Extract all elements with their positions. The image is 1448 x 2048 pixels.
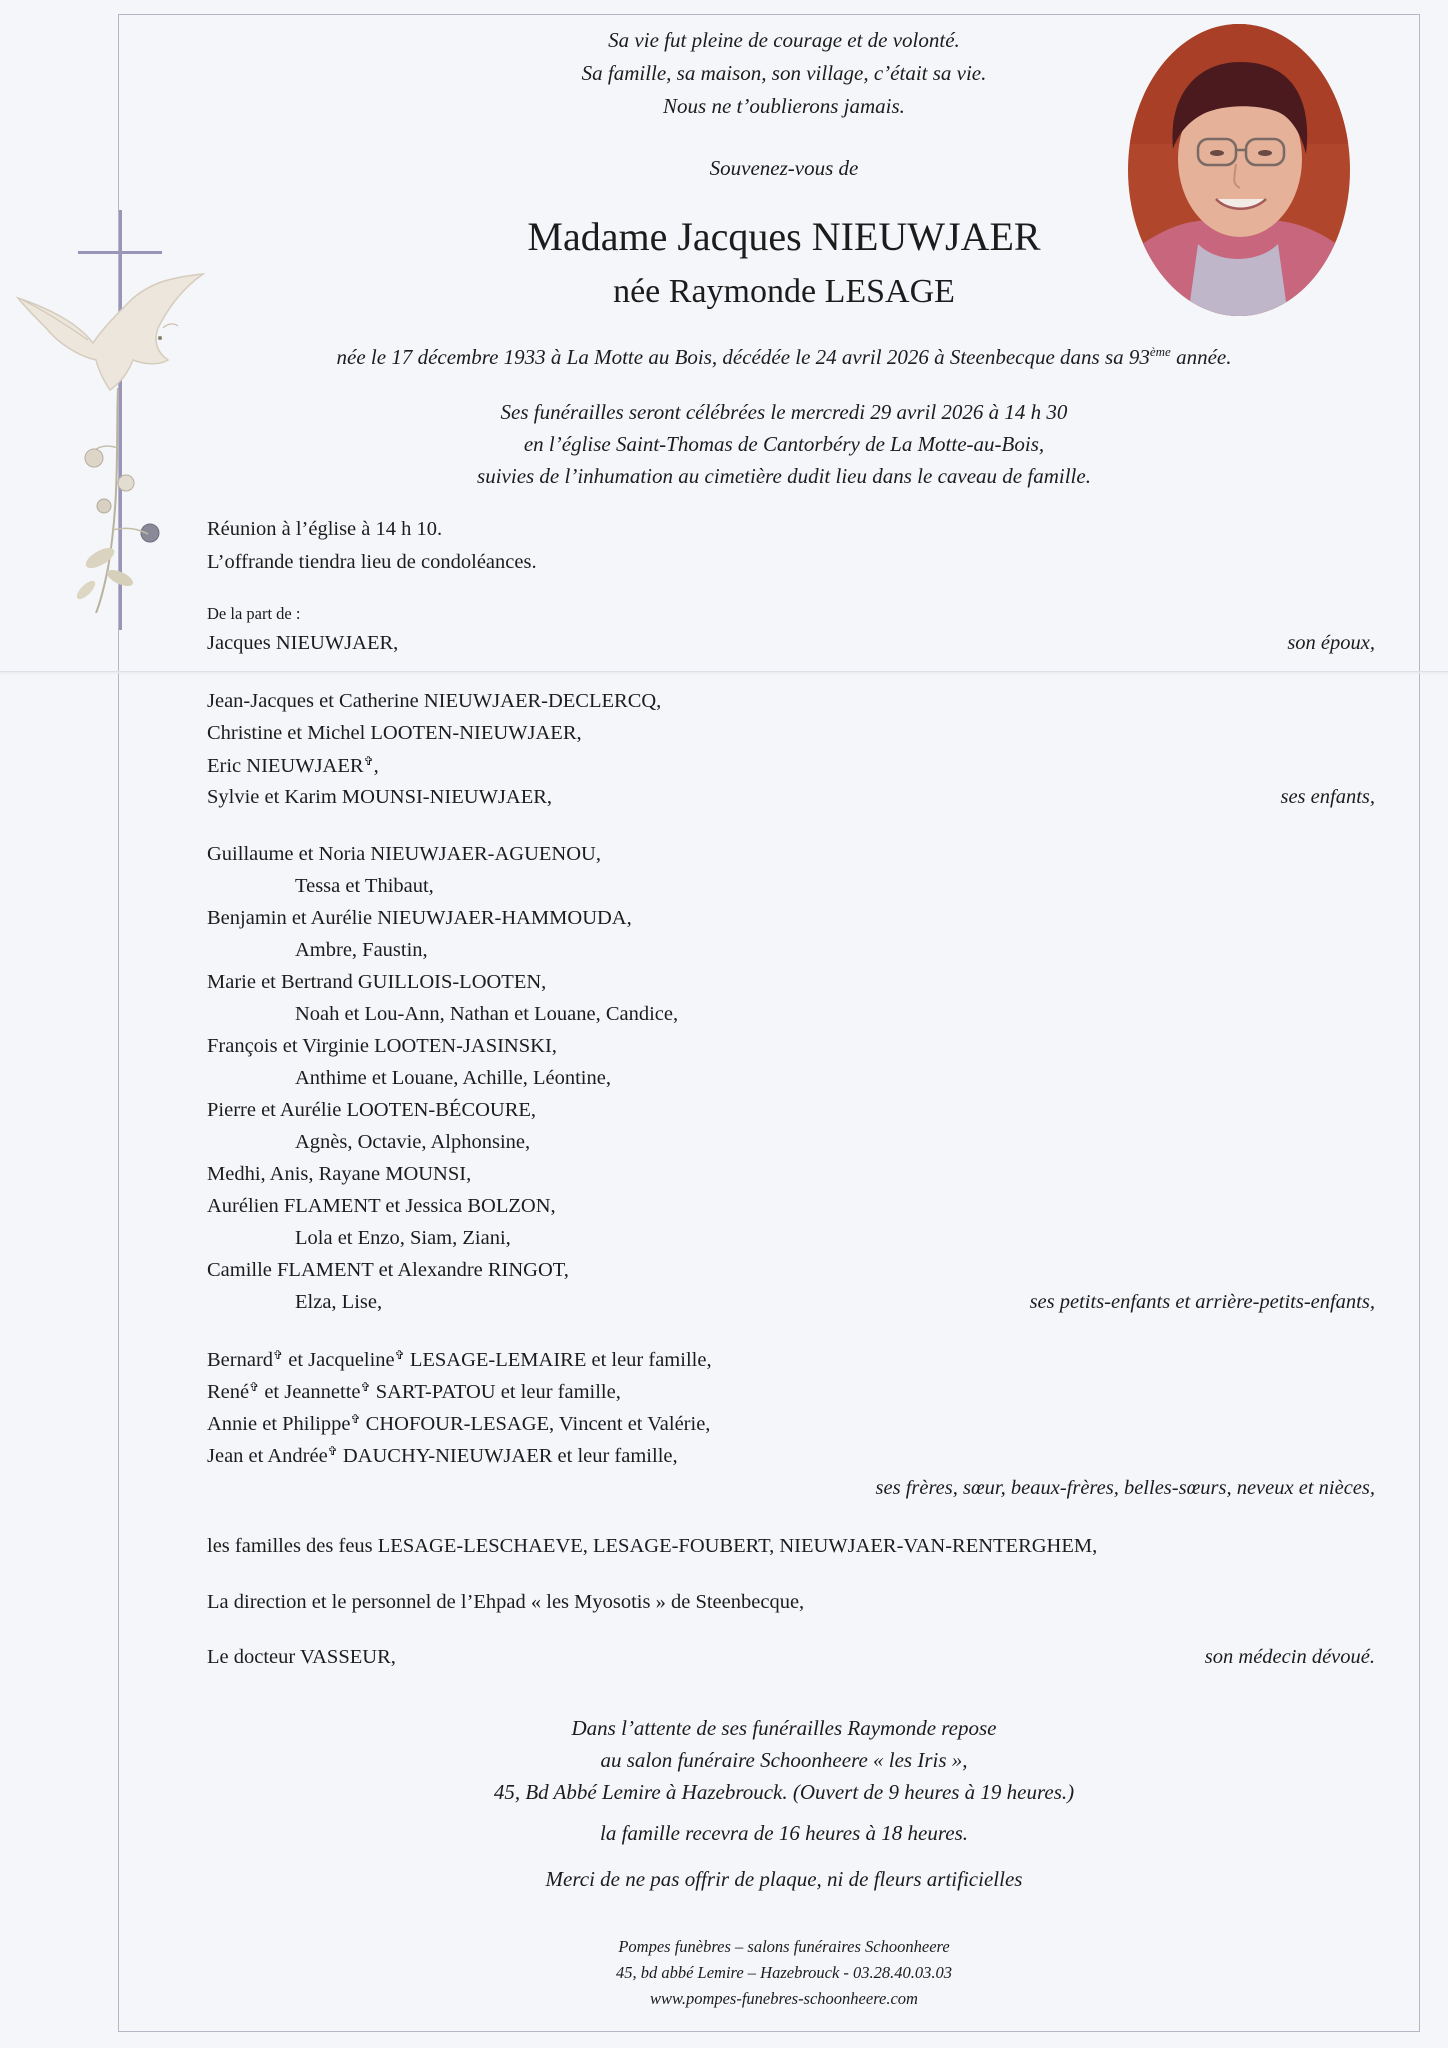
sibling-line: Jean et Andrée✞ DAUCHY-NIEUWJAER et leur famille, — [207, 1444, 678, 1467]
spouse-name: Jacques NIEUWJAER, — [207, 632, 399, 654]
grandchild-line: François et Virginie LOOTEN-JASINSKI, — [207, 1035, 557, 1057]
grandchild-line: Aurélien FLAMENT et Jessica BOLZON, — [207, 1195, 556, 1217]
opening-quote — [150, 24, 1418, 123]
sibling-line: Bernard✞ et Jacqueline✞ LESAGE-LEMAIRE et leur famille, — [207, 1348, 712, 1371]
funeral-line: Ses funérailles seront célébrées le mercredi 29 avril 2026 à 14 h 30 — [500, 400, 1068, 424]
footer-website: www.pompes-funebres-schoonheere.com — [650, 1989, 918, 2008]
repose-line: Dans l’attente de ses funérailles Raymonde repose — [571, 1716, 997, 1740]
deceased-mark-icon: ✞ — [249, 1380, 260, 1394]
offrande-text: L’offrande tiendra lieu de condoléances. — [207, 551, 537, 573]
great-grandchild-line: Lola et Enzo, Siam, Ziani, — [295, 1227, 511, 1249]
families-line: les familles des feus LESAGE-LESCHAEVE, LESAGE-FOUBERT, NIEUWJAER-VAN-RENTERGHEM, — [207, 1535, 1098, 1557]
reunion-text: Réunion à l’église à 14 h 10. — [207, 518, 443, 540]
footer-line: Pompes funèbres – salons funéraires Schoonheere — [618, 1937, 950, 1956]
great-grandchild-line: Ambre, Faustin, — [295, 939, 428, 961]
child-line: Sylvie et Karim MOUNSI-NIEUWJAER, — [207, 786, 553, 808]
de-la-part-label: De la part de : — [207, 604, 301, 623]
funeral-home-footer — [150, 1934, 1418, 2012]
funeral-info — [150, 396, 1418, 492]
deceased-mark-icon: ✞ — [363, 754, 374, 768]
footer-line: 45, bd abbé Lemire – Hazebrouck - 03.28.40.03.03 — [615, 1963, 953, 1982]
grandchild-line: Medhi, Anis, Rayane MOUNSI, — [207, 1163, 472, 1185]
deceased-name: Madame Jacques NIEUWJAER — [527, 214, 1041, 259]
repose-line: 45, Bd Abbé Lemire à Hazebrouck. (Ouvert de 9 heures à 19 heures.) — [493, 1780, 1075, 1804]
grandchild-line: Pierre et Aurélie LOOTEN-BÉCOURE, — [207, 1099, 537, 1121]
deceased-mark-icon: ✞ — [327, 1444, 338, 1458]
deceased-mark-icon: ✞ — [360, 1380, 371, 1394]
maiden-name: née Raymonde LESAGE — [613, 273, 955, 310]
repose-info — [150, 1712, 1418, 1808]
great-grandchild-line: Noah et Lou-Ann, Nathan et Louane, Candice, — [295, 1003, 679, 1025]
doctor-relation: son médecin dévoué. — [1204, 1646, 1375, 1668]
merci-line: Merci de ne pas offrir de plaque, ni de fleurs artificielles — [545, 1867, 1023, 1891]
quote-line: Nous ne t’oublierons jamais. — [663, 94, 905, 118]
birth-death-line: née le 17 décembre 1933 à La Motte au Bois, décédée le 24 avril 2026 à Steenbecque dans sa 93ème année. — [336, 344, 1232, 369]
grandchild-line: Guillaume et Noria NIEUWJAER-AGUENOU, — [207, 843, 601, 865]
deceased-mark-icon: ✞ — [273, 1348, 284, 1362]
grandchild-line: Camille FLAMENT et Alexandre RINGOT, — [207, 1259, 569, 1281]
child-line: Christine et Michel LOOTEN-NIEUWJAER, — [207, 722, 582, 744]
child-line: Jean-Jacques et Catherine NIEUWJAER-DECLERCQ, — [207, 690, 662, 712]
quote-line: Sa vie fut pleine de courage et de volonté. — [608, 28, 960, 52]
grandchild-line: Benjamin et Aurélie NIEUWJAER-HAMMOUDA, — [207, 907, 632, 929]
sibling-line: René✞ et Jeannette✞ SART-PATOU et leur famille, — [207, 1380, 621, 1403]
sibling-line: Annie et Philippe✞ CHOFOUR-LESAGE, Vincent et Valérie, — [207, 1412, 711, 1435]
repose-line: au salon funéraire Schoonheere « les Iris », — [600, 1748, 968, 1772]
funeral-line: suivies de l’inhumation au cimetière dudit lieu dans le caveau de famille. — [477, 464, 1091, 488]
deceased-mark-icon: ✞ — [350, 1412, 361, 1426]
great-grandchild-line: Elza, Lise, — [295, 1291, 383, 1313]
grandchildren-relation: ses petits-enfants et arrière-petits-enfants, — [1029, 1291, 1375, 1313]
souvenez-text: Souvenez-vous de — [709, 156, 859, 180]
great-grandchild-line: Anthime et Louane, Achille, Léontine, — [295, 1067, 611, 1089]
child-line: Eric NIEUWJAER✞, — [207, 754, 379, 777]
children-relation: ses enfants, — [1280, 786, 1375, 808]
quote-line: Sa famille, sa maison, son village, c’était sa vie. — [581, 61, 987, 85]
grandchild-line: Marie et Bertrand GUILLOIS-LOOTEN, — [207, 971, 547, 993]
great-grandchild-line: Agnès, Octavie, Alphonsine, — [295, 1131, 531, 1153]
recevra-line: la famille recevra de 16 heures à 18 heures. — [600, 1821, 968, 1845]
siblings-relation: ses frères, sœur, beaux-frères, belles-sœurs, neveux et nièces, — [875, 1477, 1375, 1499]
funeral-line: en l’église Saint-Thomas de Cantorbéry de La Motte-au-Bois, — [523, 432, 1045, 456]
flower-stem-icon — [74, 388, 159, 613]
spouse-relation: son époux, — [1287, 632, 1375, 654]
doctor-name: Le docteur VASSEUR, — [207, 1646, 396, 1668]
deceased-mark-icon: ✞ — [394, 1348, 405, 1362]
great-grandchild-line: Tessa et Thibaut, — [295, 875, 434, 897]
ehpad-line: La direction et le personnel de l’Ehpad « les Myosotis » de Steenbecque, — [207, 1591, 805, 1613]
